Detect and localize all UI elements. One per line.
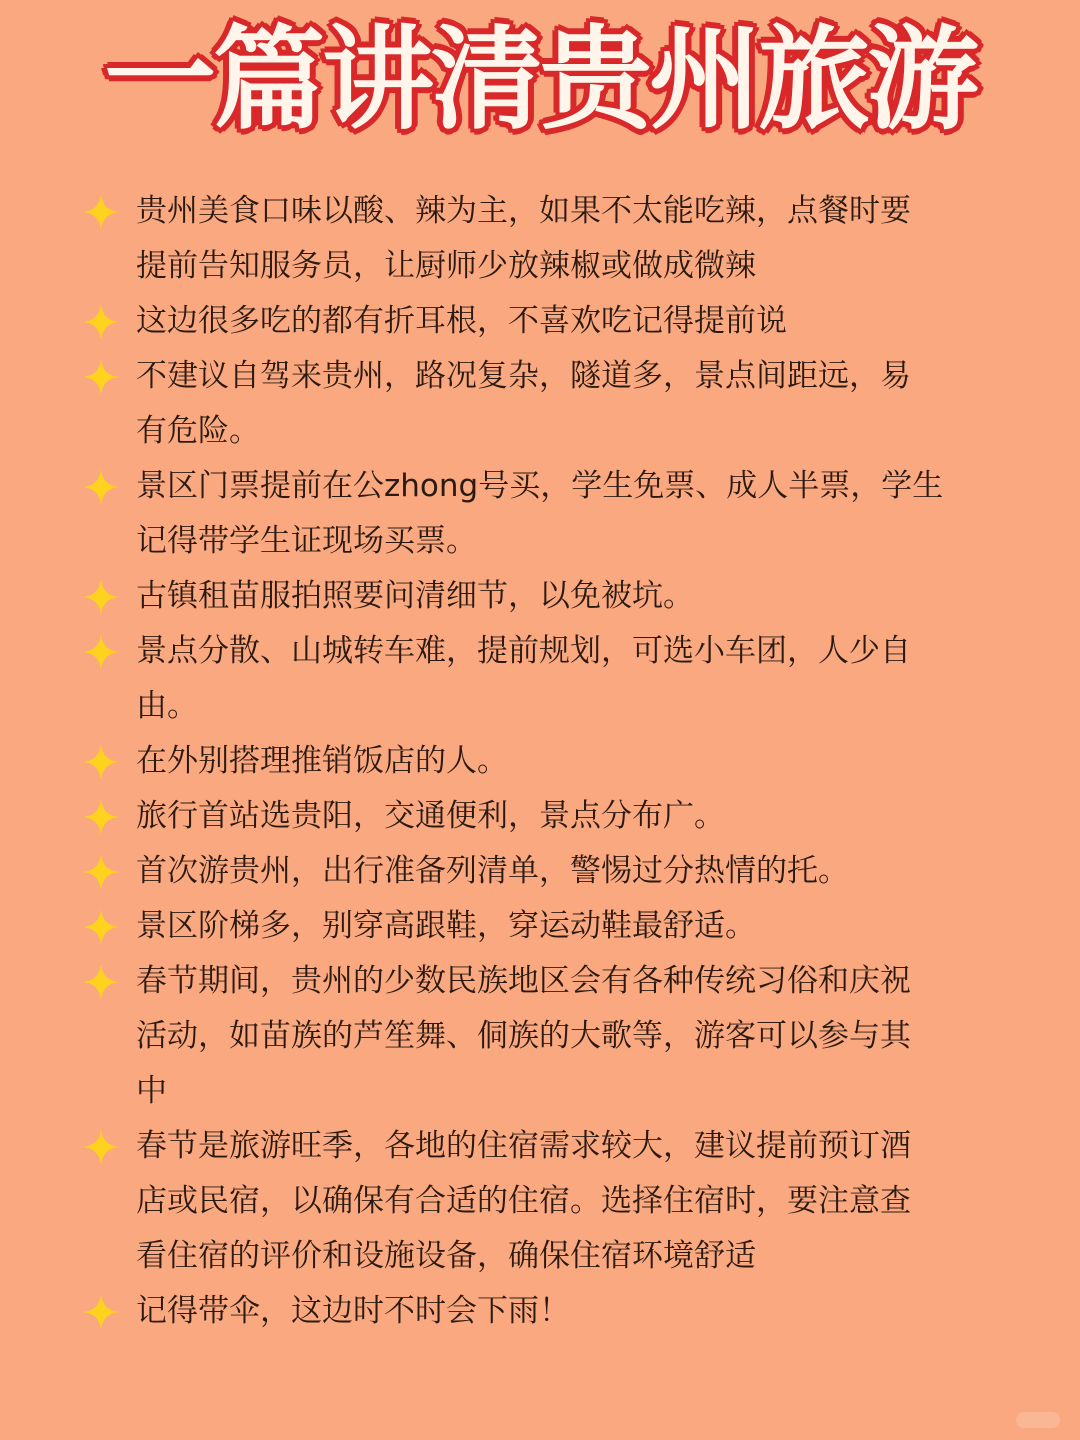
tip-item xyxy=(0,1119,1080,1284)
tip-text-line: 提前告知服务员，让厨师少放辣椒或做成微辣 xyxy=(136,248,756,284)
tip-text-line: 不建议自驾来贵州，路况复杂，隧道多，景点间距远，易 xyxy=(136,358,911,394)
tip-text-line: 有危险。 xyxy=(136,413,260,449)
tip-text-line: 景点分散、山城转车难，提前规划，可选小车团，人少自 xyxy=(136,633,911,669)
tip-item xyxy=(0,734,1080,789)
page-title: 一篇讲清贵州旅游 xyxy=(104,15,976,145)
tip-item xyxy=(0,184,1080,294)
tip-text-line: 看住宿的评价和设施设备，确保住宿环境舒适 xyxy=(136,1238,756,1274)
tip-item xyxy=(0,349,1080,459)
tip-item xyxy=(0,1284,1080,1339)
tip-text-line: 在外别搭理推销饭店的人。 xyxy=(136,743,508,779)
sparkle-star-icon xyxy=(82,908,120,946)
sparkle-star-icon xyxy=(82,468,120,506)
sparkle-star-icon xyxy=(82,303,120,341)
tip-text-line: 这边很多吃的都有折耳根，不喜欢吃记得提前说 xyxy=(136,303,787,339)
sparkle-star-icon xyxy=(82,633,120,671)
sparkle-star-icon xyxy=(82,578,120,616)
sparkle-star-icon xyxy=(82,193,120,231)
sparkle-star-icon xyxy=(82,743,120,781)
tip-text-line: 首次游贵州，出行准备列清单，警惕过分热情的托。 xyxy=(136,853,849,889)
tips-list xyxy=(0,184,1080,1339)
tip-item xyxy=(0,294,1080,349)
tip-text-line: 春节是旅游旺季，各地的住宿需求较大，建议提前预订酒 xyxy=(136,1128,911,1164)
tip-text-line: 活动，如苗族的芦笙舞、侗族的大歌等，游客可以参与其 xyxy=(136,1018,911,1054)
tip-item xyxy=(0,624,1080,734)
sparkle-star-icon xyxy=(82,1293,120,1331)
tip-item xyxy=(0,954,1080,1119)
tip-item xyxy=(0,459,1080,569)
tip-text-line: 景区阶梯多，别穿高跟鞋，穿运动鞋最舒适。 xyxy=(136,908,756,944)
tip-text-line: 由。 xyxy=(136,688,198,724)
tip-text-line: 景区门票提前在公zhong号买，学生免票、成人半票，学生 xyxy=(136,468,944,504)
tip-text-line: 中 xyxy=(136,1073,167,1109)
watermark xyxy=(1016,1412,1060,1428)
sparkle-star-icon xyxy=(82,358,120,396)
tip-text-line: 记得带学生证现场买票。 xyxy=(136,523,477,559)
tip-text-line: 旅行首站选贵阳，交通便利，景点分布广。 xyxy=(136,798,725,834)
sparkle-star-icon xyxy=(82,963,120,1001)
tip-text-line: 贵州美食口味以酸、辣为主，如果不太能吃辣，点餐时要 xyxy=(136,193,911,229)
tip-item xyxy=(0,789,1080,844)
tip-text-line: 古镇租苗服拍照要问清细节，以免被坑。 xyxy=(136,578,694,614)
tip-item xyxy=(0,899,1080,954)
title-banner xyxy=(0,10,1080,150)
sparkle-star-icon xyxy=(82,798,120,836)
tip-item xyxy=(0,844,1080,899)
tip-text-line: 店或民宿，以确保有合适的住宿。选择住宿时，要注意查 xyxy=(136,1183,911,1219)
sparkle-star-icon xyxy=(82,853,120,891)
tip-item xyxy=(0,569,1080,624)
sparkle-star-icon xyxy=(82,1128,120,1166)
tip-text-line: 记得带伞，这边时不时会下雨！ xyxy=(136,1293,570,1329)
tip-text-line: 春节期间，贵州的少数民族地区会有各种传统习俗和庆祝 xyxy=(136,963,911,999)
